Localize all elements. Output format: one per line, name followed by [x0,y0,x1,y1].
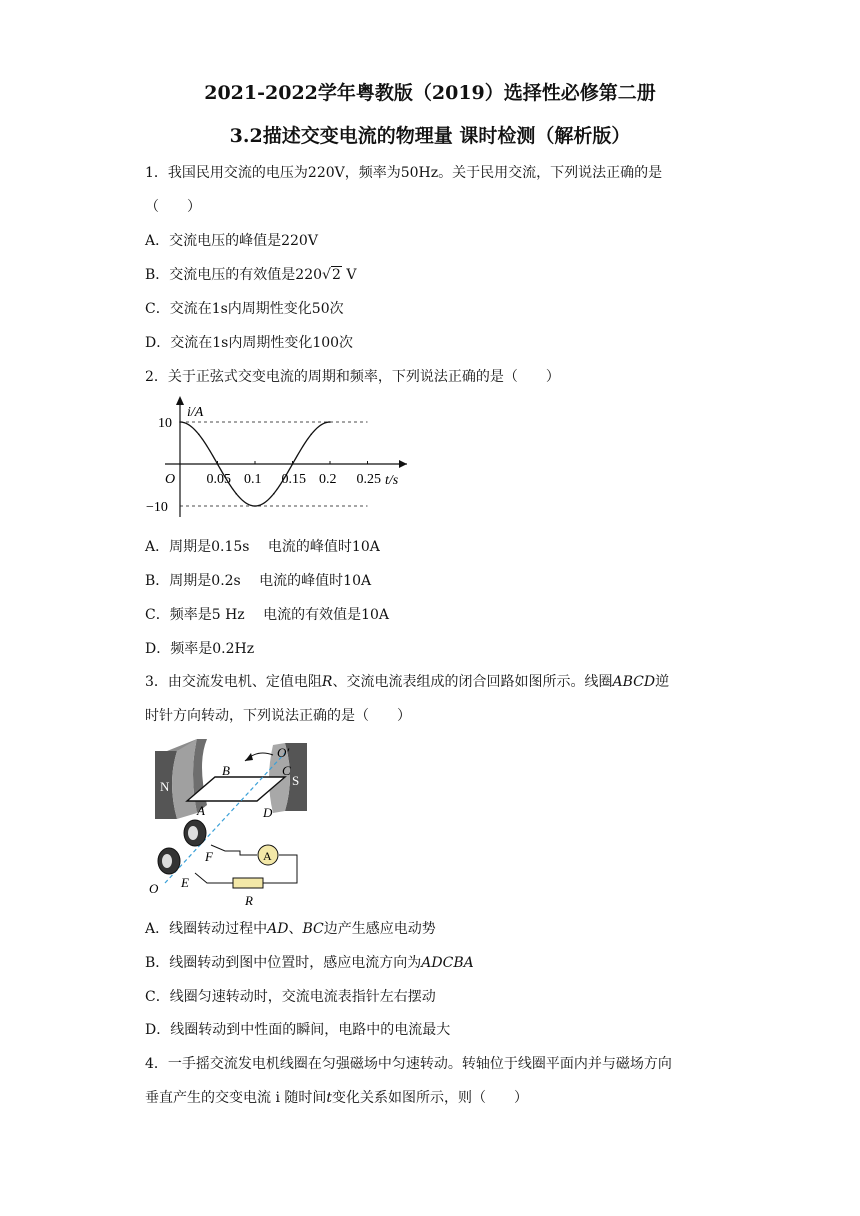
q2-option-b: B．周期是0.2s 电流的峰值时10A [145,573,372,589]
q3-option-a-part3: 边产生感应电动势 [323,921,436,937]
x-tick-label: 0.05 [206,472,231,487]
x-tick-label: 0.2 [319,472,337,487]
y-tick-label: −10 [146,500,168,515]
label-O: O [149,881,159,896]
q3-option-a [145,918,436,938]
x-tick-label: 0.15 [281,472,306,487]
q3-stem-ABCD: ABCD [612,674,656,690]
q1-option-d: D．交流在1s内周期性变化100次 [145,335,354,351]
label-D: D [263,805,273,820]
label-B: B [222,763,230,778]
generator-circuit-figure [145,733,315,908]
x-axis-label: t/s [385,473,399,488]
label-C: C [282,763,291,778]
data-point [198,434,200,436]
x-tick-label: 0.25 [356,472,381,487]
label-O-prime: O′ [277,745,290,760]
q4-stem-line2 [145,1087,528,1107]
q1-stem: 1．我国民用交流的电压为220V，频率为50Hz。关于民用交流，下列说法正确的是 [145,165,663,181]
label-N: N [160,779,170,794]
wire-f [211,845,257,855]
data-point [179,421,181,423]
q1-option-b-text: B．交流电压的有效值是220 [145,267,323,283]
q3-option-a-BC: BC [302,921,324,937]
resistor [233,878,263,888]
q2-option-d: D．频率是0.2Hz [145,641,255,657]
sqrt-radicand: 2 [331,267,341,283]
label-S: S [292,773,300,788]
q3-stem-line1 [145,671,669,691]
y-tick-label: 10 [158,416,172,431]
q2-option-a: A．周期是0.15s 电流的峰值时10A [145,539,380,555]
label-F: F [205,849,213,864]
q1-paren: （ ） [145,199,201,215]
sqrt-symbol: √2 [322,267,341,283]
y-axis-arrow [176,396,184,405]
data-point [254,505,256,507]
data-point [235,493,237,495]
q3-stem-part1: 3．由交流发电机、定值电阻 [145,674,322,690]
q3-option-b-ADCBA: ADCBA [421,955,474,971]
y-axis-label: i/A [187,405,204,420]
slip-ring-e-inner [162,854,172,868]
q1-option-b [145,264,356,284]
q1-option-c: C．交流在1s内周期性变化50次 [145,301,344,317]
x-tick-label: 0.1 [244,472,262,487]
q3-stem-R: R [321,674,333,690]
sine-current-chart [145,392,415,522]
label-A: A [197,803,205,818]
q2-stem: 2．关于正弦式交变电流的周期和频率，下列说法正确的是（ ） [145,369,560,385]
ammeter-label: A [263,849,272,863]
rotation-arrowhead [245,753,253,761]
q3-option-c: C．线圈匀速转动时，交流电流表指针左右摆动 [145,989,436,1005]
q3-option-d: D．线圈转动到中性面的瞬间，电路中的电流最大 [145,1022,451,1038]
q2-option-c: C．频率是5 Hz 电流的有效值是10A [145,607,390,623]
q3-stem-line2: 时针方向转动，下列说法正确的是（ ） [145,708,411,724]
q1-option-a: A．交流电压的峰值是220V [145,233,318,249]
q4-stem-t: t [326,1090,333,1106]
q4-stem-part1: 垂直产生的交变电流 i 随时间 [145,1090,327,1106]
document-subtitle: 3.2描述交变电流的物理量 课时检测（解析版） [229,125,631,147]
q3-stem-part2: 、交流电流表组成的闭合回路如图所示。线圈 [332,674,613,690]
label-R: R [245,893,253,908]
x-axis-arrow [399,460,407,468]
slip-ring-f-inner [188,826,198,840]
q3-option-b [145,952,474,972]
q4-stem-part2: 变化关系如图所示，则（ ） [332,1090,529,1106]
q3-stem-part3: 逆 [655,674,670,690]
data-point [310,434,312,436]
q3-option-b-part1: B．线圈转动到图中位置时，感应电流方向为 [145,955,422,971]
document-title: 2021-2022学年粤教版（2019）选择性必修第二册 [204,82,656,104]
q4-stem-line1: 4．一手摇交流发电机线圈在匀强磁场中匀速转动。转轴位于线圈平面内并与磁场方向 [145,1056,672,1072]
wire-e [195,873,233,883]
q3-option-a-part2: 、 [288,921,303,937]
label-E: E [181,875,189,890]
data-point [329,421,331,423]
q3-option-a-part1: A．线圈转动过程中 [145,921,268,937]
q3-option-a-AD: AD [267,921,289,937]
origin-label: O [165,472,176,487]
data-point [273,493,275,495]
q1-option-b-unit: V [346,267,357,283]
